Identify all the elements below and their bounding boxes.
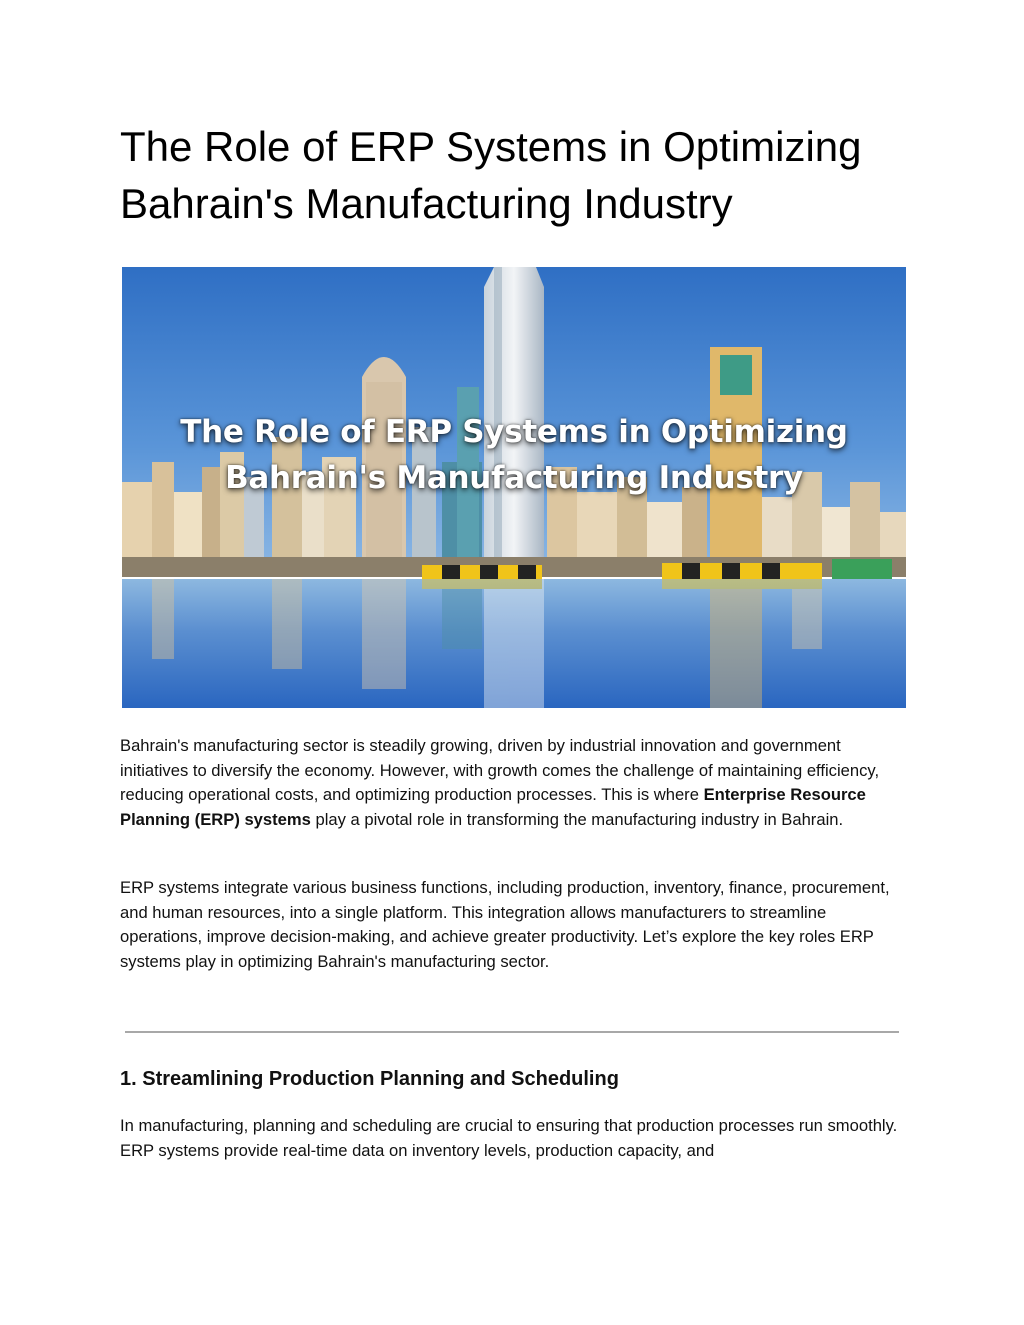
hero-caption	[122, 409, 906, 501]
hero-image	[122, 267, 906, 708]
erp-bold-term: Enterprise Resource Planning (ERP) systems	[120, 785, 866, 829]
intro-paragraph-1-text-end: play a pivotal role in transforming the manufacturing industry in Bahrain.	[310, 809, 844, 829]
intro-paragraph-1-text-start: Bahrain's manufacturing sector is steadily growing, driven by industrial innovation and government initiatives to diversify the economy. However, with growth comes the challenge of maintaining efficiency, reducing operational costs, and optimizing production processes. This is where	[120, 736, 880, 804]
intro-paragraph-2: ERP systems integrate various business functions, including production, inventory, finance, procurement, and human resources, into a single platform. This integration allows manufacturers to streamline operations, improve decision-making, and achieve greater productivity. Let’s explore the key roles ERP systems play in optimizing Bahrain's manufacturing sector.	[120, 878, 890, 971]
section-divider	[125, 1031, 899, 1033]
page-title: The Role of ERP Systems in Optimizing Bahrain's Manufacturing Industry	[120, 123, 862, 227]
hero-caption-line-2: Bahrain's Manufacturing Industry	[225, 460, 803, 496]
intro-paragraph-1	[120, 734, 910, 832]
hero-caption-line-1: The Role of ERP Systems in Optimizing	[180, 414, 848, 450]
section-1-paragraph: In manufacturing, planning and scheduling are crucial to ensuring that production processes run smoothly. ERP systems provide real-time data on inventory levels, production capacity, and	[120, 1116, 898, 1160]
section-1-heading: 1. Streamlining Production Planning and Scheduling	[120, 1068, 619, 1090]
